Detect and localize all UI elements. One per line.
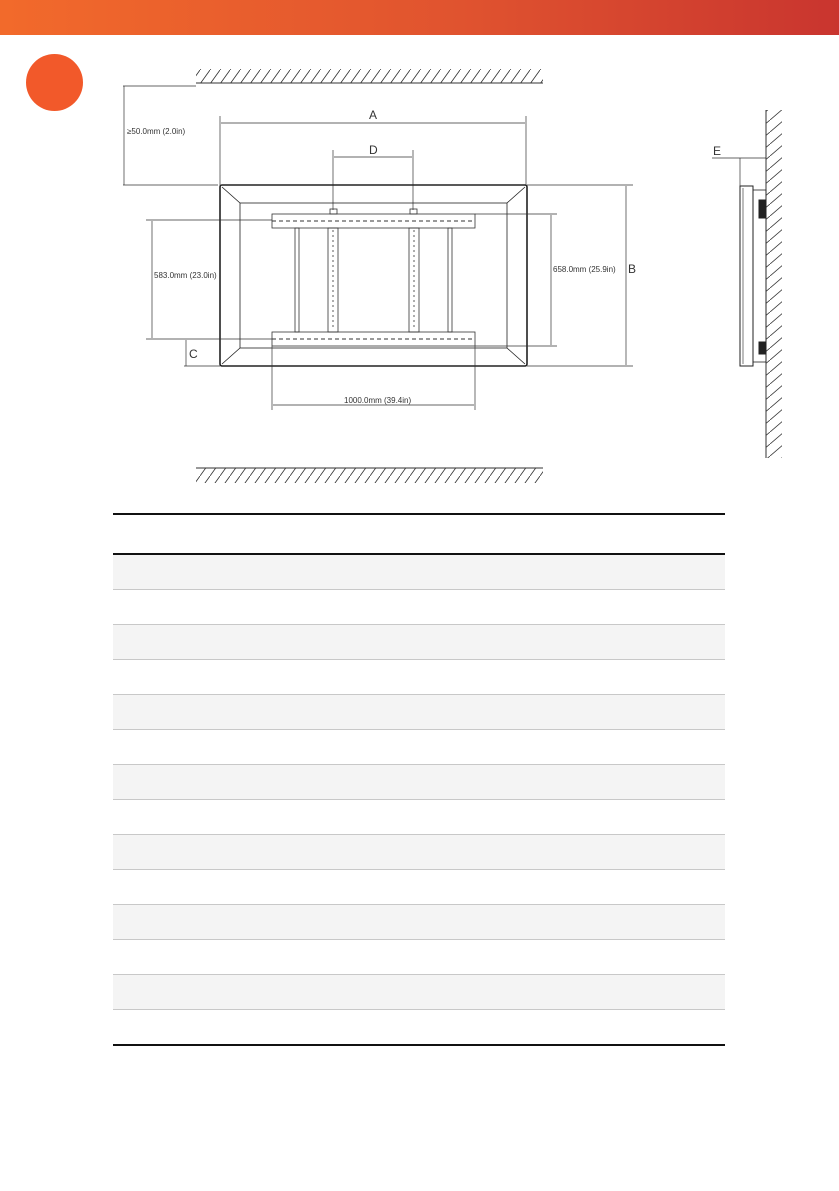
table-row [113, 835, 725, 870]
wall-hatch [766, 110, 782, 458]
panel-height-label: 658.0mm (25.9in) [553, 265, 616, 274]
specification-table [113, 513, 725, 1046]
dimension-letter-a: A [369, 108, 378, 122]
wall-gap-e-dimension [712, 158, 766, 186]
wall-mount-diagram [0, 0, 839, 510]
table-row [113, 730, 725, 765]
table-row [113, 800, 725, 835]
table-row [113, 905, 725, 940]
height-b-dimension [527, 185, 633, 366]
table-header-row [113, 514, 725, 554]
table-row [113, 625, 725, 660]
table-row [113, 554, 725, 590]
panel-height-dimension [475, 214, 557, 346]
dimension-letter-e: E [713, 144, 722, 158]
table-row [113, 660, 725, 695]
dimension-letter-d: D [369, 143, 378, 157]
table-row [113, 765, 725, 800]
hole-spacing-d-dimension [333, 150, 413, 210]
floor-hatch [196, 468, 543, 483]
display-side-view [740, 186, 766, 366]
bracket-width-label: 1000.0mm (39.4in) [344, 396, 412, 405]
dimension-letter-c: C [189, 347, 198, 361]
table-row [113, 590, 725, 625]
table-row [113, 1010, 725, 1046]
table-row [113, 695, 725, 730]
bracket-height-label: 583.0mm (23.0in) [154, 271, 217, 280]
table-row [113, 870, 725, 905]
ceiling-hatch [196, 69, 543, 83]
dimension-letter-b: B [628, 262, 637, 276]
mounting-bracket [272, 209, 475, 346]
top-clearance-label: ≥50.0mm (2.0in) [127, 127, 186, 136]
table-row [113, 940, 725, 975]
table-row [113, 975, 725, 1010]
